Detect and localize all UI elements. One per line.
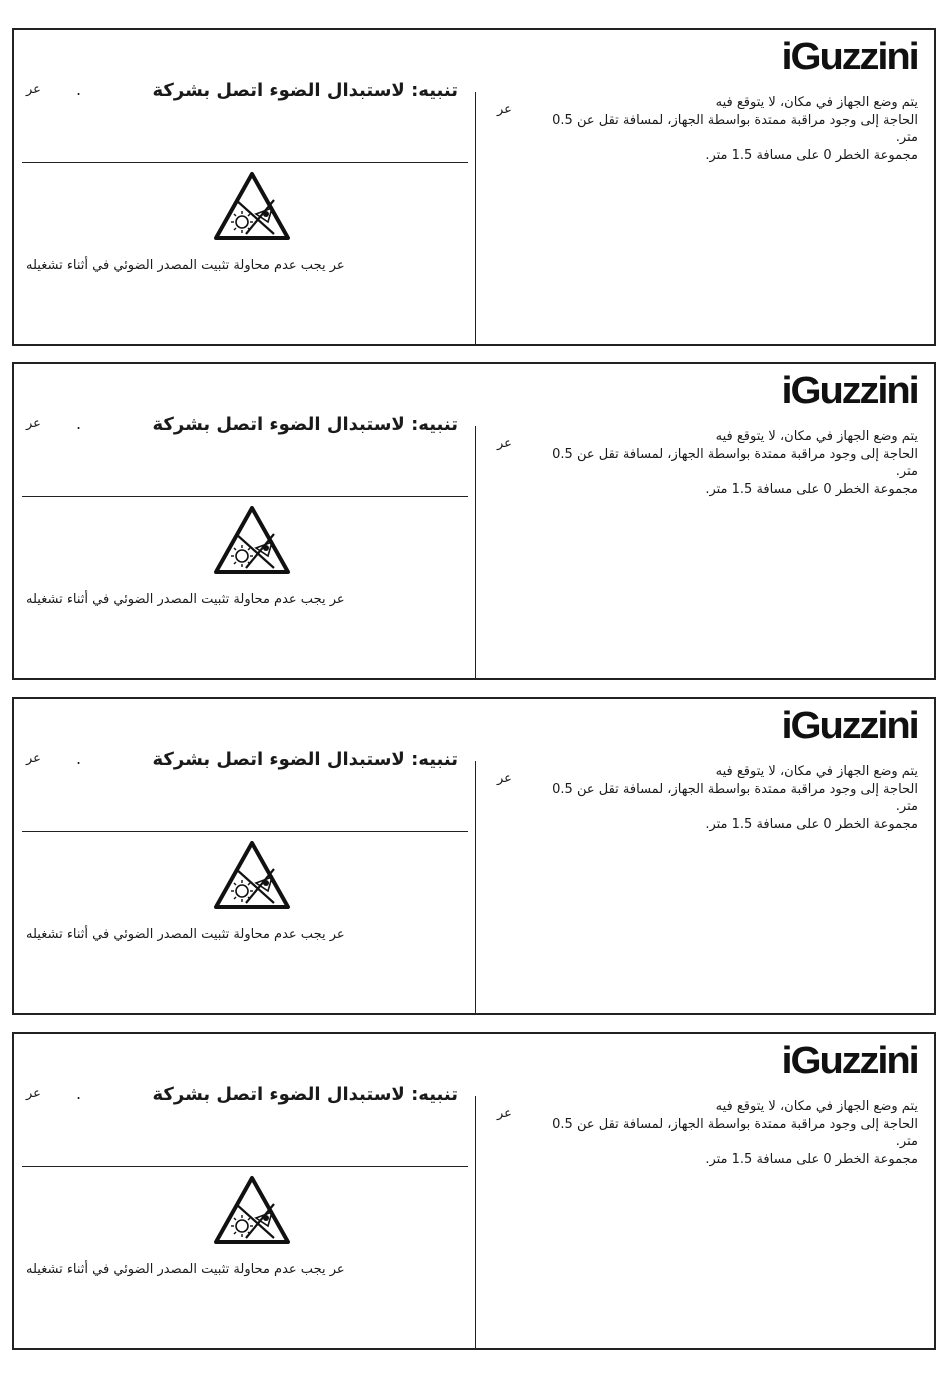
brand-logo: iGuzzini bbox=[781, 1040, 918, 1082]
text-line: الحاجة إلى وجود مراقبة ممتدة بواسطة الجهاز، لمسافة تقل عن 0.5 bbox=[552, 446, 918, 462]
text-line: يتم وضع الجهاز في مكان، لا يتوقع فيه bbox=[715, 1099, 918, 1114]
text-line: الحاجة إلى وجود مراقبة ممتدة بواسطة الجهاز، لمسافة تقل عن 0.5 bbox=[552, 1116, 918, 1132]
label-card bbox=[12, 1032, 936, 1350]
text-line: يتم وضع الجهاز في مكان، لا يتوقع فيه bbox=[715, 764, 918, 779]
text-line: الحاجة إلى وجود مراقبة ممتدة بواسطة الجهاز، لمسافة تقل عن 0.5 bbox=[552, 781, 918, 797]
risk-group-text bbox=[508, 94, 918, 164]
divider bbox=[22, 1166, 468, 1167]
warning-period: . bbox=[76, 749, 82, 768]
language-code: عر bbox=[26, 751, 41, 766]
language-code: عر bbox=[329, 927, 345, 942]
brand-logo: iGuzzini bbox=[781, 705, 918, 747]
label-card bbox=[12, 697, 936, 1015]
warning-title: تنبيه: لاستبدال الضوء اتصل بشركة bbox=[152, 414, 458, 435]
lamp-warning-text: يجب عدم محاولة تثبيت المصدر الضوئي في أثناء تشغيله bbox=[26, 258, 326, 273]
warning-title: تنبيه: لاستبدال الضوء اتصل بشركة bbox=[152, 749, 458, 770]
warning-period: . bbox=[76, 80, 82, 99]
language-code: عر bbox=[329, 1262, 345, 1277]
language-code: عر bbox=[26, 416, 41, 431]
text-line: متر. bbox=[895, 799, 918, 814]
text-line: يتم وضع الجهاز في مكان، لا يتوقع فيه bbox=[715, 95, 918, 110]
divider bbox=[22, 831, 468, 832]
text-line: مجموعة الخطر 0 على مسافة 1.5 متر. bbox=[705, 1151, 918, 1167]
column-divider bbox=[475, 92, 476, 344]
hazard-triangle-no-look-lamp-icon bbox=[212, 1174, 292, 1246]
warning-title: تنبيه: لاستبدال الضوء اتصل بشركة bbox=[152, 80, 458, 101]
label-card bbox=[12, 362, 936, 680]
text-line: مجموعة الخطر 0 على مسافة 1.5 متر. bbox=[705, 816, 918, 832]
bottom-row bbox=[26, 927, 355, 942]
language-code: عر bbox=[329, 592, 345, 607]
hazard-triangle-no-look-lamp-icon bbox=[212, 504, 292, 576]
risk-group-text bbox=[508, 1098, 918, 1168]
risk-group-text bbox=[508, 763, 918, 833]
warning-period: . bbox=[76, 1084, 82, 1103]
language-code: عر bbox=[497, 771, 512, 786]
text-line: متر. bbox=[895, 130, 918, 145]
language-code: عر bbox=[26, 1086, 41, 1101]
language-code: عر bbox=[497, 1106, 512, 1121]
text-line: متر. bbox=[895, 464, 918, 479]
lamp-warning-text: يجب عدم محاولة تثبيت المصدر الضوئي في أثناء تشغيله bbox=[26, 927, 326, 942]
bottom-row bbox=[26, 258, 355, 273]
text-line: متر. bbox=[895, 1134, 918, 1149]
brand-logo: iGuzzini bbox=[781, 370, 918, 412]
text-line: مجموعة الخطر 0 على مسافة 1.5 متر. bbox=[705, 147, 918, 163]
text-line: مجموعة الخطر 0 على مسافة 1.5 متر. bbox=[705, 481, 918, 497]
label-card bbox=[12, 28, 936, 346]
lamp-warning-text: يجب عدم محاولة تثبيت المصدر الضوئي في أثناء تشغيله bbox=[26, 1262, 326, 1277]
column-divider bbox=[475, 1096, 476, 1348]
language-code: عر bbox=[329, 258, 345, 273]
column-divider bbox=[475, 761, 476, 1013]
hazard-triangle-no-look-lamp-icon bbox=[212, 839, 292, 911]
warning-period: . bbox=[76, 414, 82, 433]
lamp-warning-text: يجب عدم محاولة تثبيت المصدر الضوئي في أثناء تشغيله bbox=[26, 592, 326, 607]
language-code: عر bbox=[497, 436, 512, 451]
language-code: عر bbox=[26, 82, 41, 97]
divider bbox=[22, 496, 468, 497]
bottom-row bbox=[26, 592, 355, 607]
text-line: الحاجة إلى وجود مراقبة ممتدة بواسطة الجهاز، لمسافة تقل عن 0.5 bbox=[552, 112, 918, 128]
risk-group-text bbox=[508, 428, 918, 498]
language-code: عر bbox=[497, 102, 512, 117]
warning-title: تنبيه: لاستبدال الضوء اتصل بشركة bbox=[152, 1084, 458, 1105]
divider bbox=[22, 162, 468, 163]
text-line: يتم وضع الجهاز في مكان، لا يتوقع فيه bbox=[715, 429, 918, 444]
column-divider bbox=[475, 426, 476, 678]
brand-logo: iGuzzini bbox=[781, 36, 918, 78]
hazard-triangle-no-look-lamp-icon bbox=[212, 170, 292, 242]
bottom-row bbox=[26, 1262, 355, 1277]
